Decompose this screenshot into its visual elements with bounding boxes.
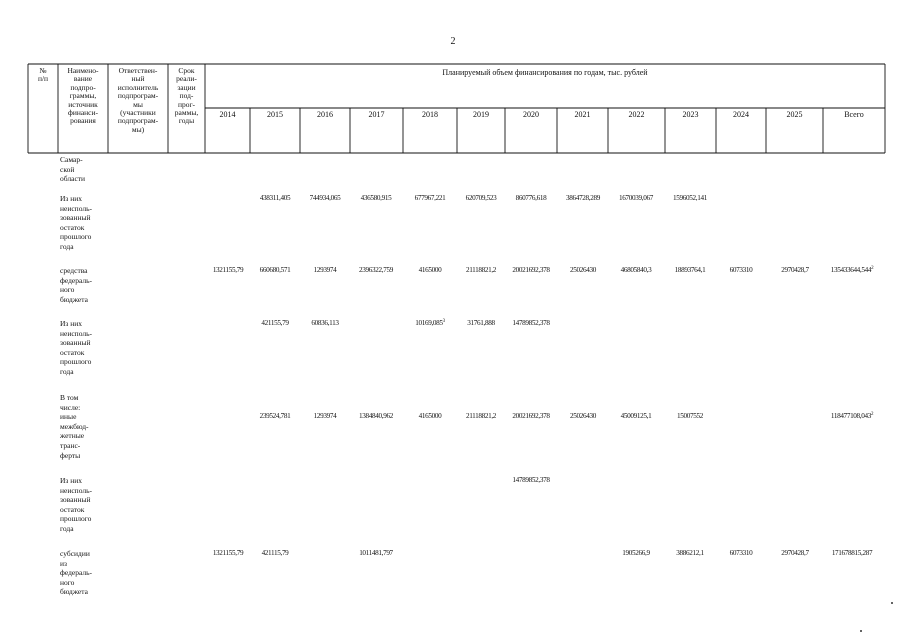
- cell-2020: 14789852,378: [512, 319, 550, 327]
- year-total: Всего: [844, 110, 864, 119]
- header-num: № п/п: [37, 67, 49, 84]
- cell-2016: 744934,065: [309, 194, 341, 202]
- scan-speck: [860, 630, 862, 632]
- cell-2018: 677967,221: [414, 194, 446, 202]
- cell-2014: 1321155,79: [212, 549, 244, 557]
- cell-2022: 46805840,3: [620, 266, 652, 274]
- cell-2020: 14789852,378: [512, 476, 550, 484]
- cell-total: [831, 412, 873, 420]
- cell-2017: 1384840,962: [359, 412, 393, 420]
- footnote-mark: 3: [442, 319, 445, 324]
- year-2023: 2023: [682, 110, 699, 119]
- year-2022: 2022: [628, 110, 645, 119]
- cell-2023: 15007552: [677, 412, 703, 420]
- continued-row-name: Самар- ской области: [60, 155, 86, 184]
- year-2015: 2015: [267, 110, 283, 119]
- cell-total-value: 118477108,043: [830, 412, 871, 420]
- year-2017: 2017: [368, 110, 385, 119]
- header-responsible: Ответствен- ный исполнитель подпрограм- мы (участники подпрограм- мы): [117, 67, 159, 134]
- cell-2022: 1905266,9: [622, 549, 650, 557]
- cell-2015: 239524,781: [259, 412, 291, 420]
- cell-2017: 2396322,759: [359, 266, 393, 274]
- cell-2022: 45009125,1: [620, 412, 652, 420]
- year-2019: 2019: [473, 110, 489, 119]
- cell-2022: 1670039,067: [619, 194, 653, 202]
- cell-2023: 1596052,141: [673, 194, 707, 202]
- cell-2015: 421115,79: [261, 549, 289, 557]
- footnote-mark: 2: [870, 412, 874, 417]
- cell-2018: [415, 319, 445, 327]
- cell-2015: 438311,405: [259, 194, 291, 202]
- cell-2021: 3864728,289: [566, 194, 600, 202]
- cell-2024: 6073310: [729, 549, 753, 557]
- year-2025: 2025: [786, 110, 803, 119]
- cell-2019: 21118821,2: [465, 266, 497, 274]
- cell-total: [831, 266, 874, 274]
- cell-2019: 21118821,2: [465, 412, 497, 420]
- cell-2015: 421155,79: [261, 319, 289, 327]
- cell-2016: 1293974: [313, 266, 337, 274]
- cell-2017: 1011481,797: [359, 549, 393, 557]
- header-name: Наимено- вание подпро- граммы, источник финанси- рования: [67, 67, 99, 126]
- cell-2019: 31761,888: [467, 319, 495, 327]
- year-2018: 2018: [422, 110, 438, 119]
- year-2021: 2021: [574, 110, 591, 119]
- cell-2024: 6073310: [729, 266, 753, 274]
- cell-2015: 660680,571: [259, 266, 291, 274]
- cell-2023: 18893764,1: [674, 266, 706, 274]
- row-name: Из них неисполь- зованный остаток прошлого года: [60, 319, 93, 376]
- year-2020: 2020: [523, 110, 539, 119]
- cell-2020: 20021692,378: [512, 412, 550, 420]
- year-2014: 2014: [219, 110, 236, 119]
- cell-2020: 860776,618: [515, 194, 547, 202]
- cell-2021: 25026430: [570, 412, 596, 420]
- row-name: Из них неисполь- зованный остаток прошлого года: [60, 476, 93, 533]
- cell-2019: 620709,523: [465, 194, 497, 202]
- cell-2021: 25026430: [570, 266, 596, 274]
- header-term: Срок реали- зации под- прог- раммы, годы: [174, 67, 199, 126]
- cell-2016: 60836,113: [311, 319, 339, 327]
- page-number: 2: [450, 36, 456, 47]
- cell-2020: 20021692,378: [512, 266, 550, 274]
- row-name: Из них неисполь- зованный остаток прошлого года: [60, 194, 93, 251]
- year-2024: 2024: [733, 110, 749, 119]
- year-2016: 2016: [317, 110, 333, 119]
- cell-2016: 1293974: [313, 412, 337, 420]
- cell-2018-value: 10169,085: [415, 319, 443, 327]
- cell-2025: 2970428,7: [781, 549, 809, 557]
- row-name: средства федераль- ного бюджета: [60, 266, 93, 304]
- cell-2023: 3886212,1: [676, 549, 704, 557]
- cell-2018: 4165000: [418, 266, 442, 274]
- cell-2017: 436580,915: [360, 194, 392, 202]
- footnote-mark: 2: [871, 266, 874, 271]
- cell-2014: 1321155,79: [212, 266, 244, 274]
- cell-2018: 4165000: [418, 412, 442, 420]
- row-name: В том числе: иные межбюд- жетные транс- ферты: [60, 393, 89, 460]
- row-name: субсидии из федераль- ного бюджета: [60, 549, 93, 597]
- cell-total-value: 135433644,544: [830, 266, 872, 274]
- cell-total: 171678815,287: [831, 549, 873, 557]
- scan-speck: [891, 602, 893, 604]
- header-planned-title: Планируемый объем финансирования по годам, тыс. рублей: [442, 68, 648, 77]
- cell-2025: 2970428,7: [781, 266, 809, 274]
